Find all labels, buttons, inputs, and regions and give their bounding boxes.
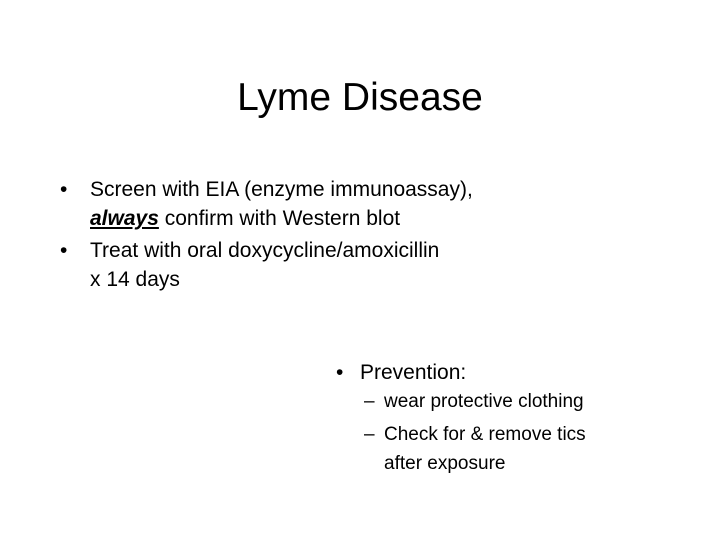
bullet-marker: • <box>336 361 344 384</box>
main-bullet-list <box>60 175 660 297</box>
bullet-text-line1: Treat with oral doxycycline/amoxicillin <box>90 239 440 262</box>
sub-item-clothing <box>330 387 660 416</box>
bullet-text-line1: Screen with EIA (enzyme immunoassay), <box>90 178 473 201</box>
slide-title: Lyme Disease <box>237 76 483 119</box>
sub-item-text: wear protective clothing <box>384 391 584 412</box>
bullet-text-line2: confirm with Western blot <box>158 207 401 230</box>
bullet-item-treatment <box>60 236 660 294</box>
bullet-text-line2: x 14 days <box>90 268 180 291</box>
bullet-marker: • <box>60 239 68 262</box>
dash-marker: – <box>364 424 375 445</box>
dash-marker: – <box>364 391 375 412</box>
bullet-item-screening <box>60 175 660 233</box>
prevention-label: Prevention: <box>360 361 467 384</box>
bullet-item-prevention <box>330 358 690 478</box>
sub-item-tics <box>330 420 660 478</box>
prevention-bullet-list <box>330 358 690 485</box>
bullet-marker: • <box>60 178 68 201</box>
sub-item-text-line1: Check for & remove tics <box>384 424 586 445</box>
emphasis-always: always <box>90 207 159 230</box>
prevention-sub-list <box>360 387 690 478</box>
sub-item-text-line2: after exposure <box>384 453 506 474</box>
